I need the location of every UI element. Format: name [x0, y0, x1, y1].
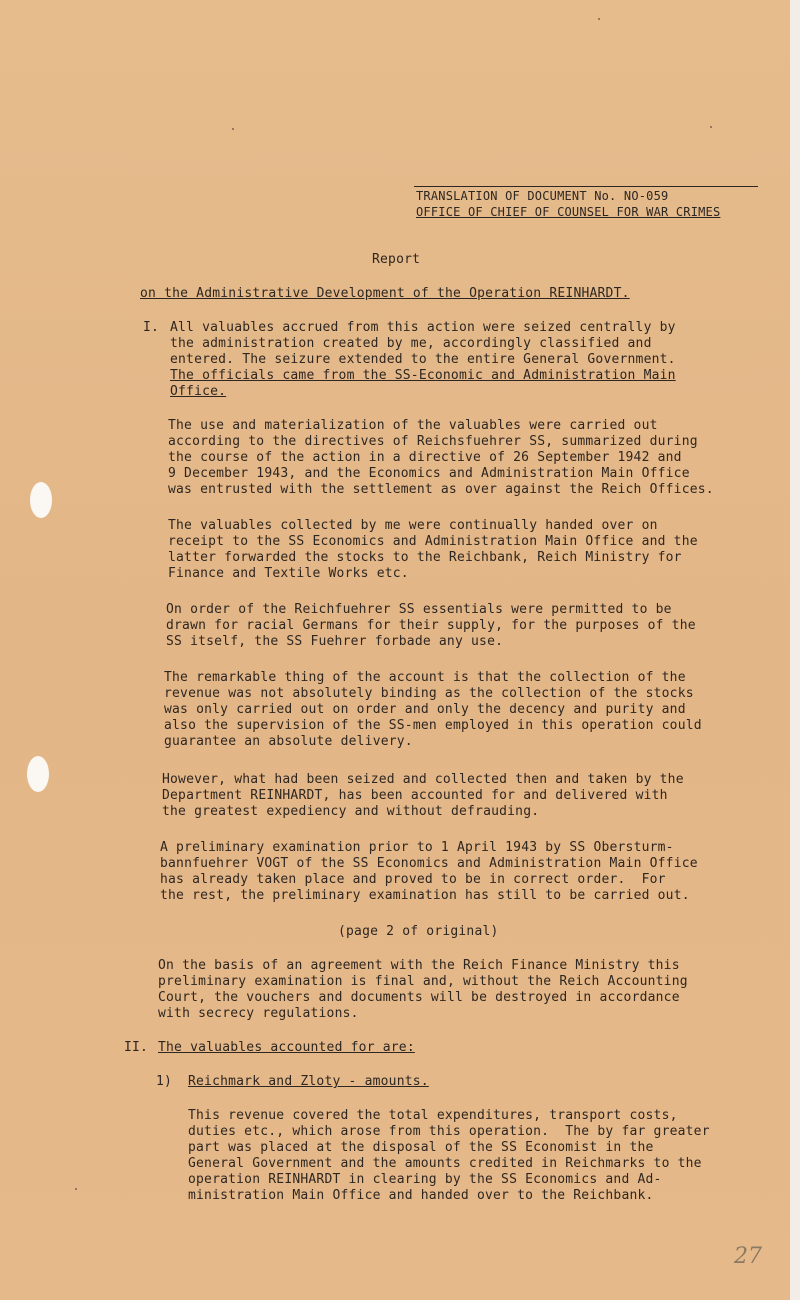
text-line: preliminary examination is final and, without the Reich Accounting: [158, 974, 688, 989]
text-line: On order of the Reichfuehrer SS essentials were permitted to be: [166, 602, 672, 617]
text-line: guarantee an absolute delivery.: [164, 734, 413, 749]
text-line: However, what had been seized and collected then and taken by the: [162, 772, 684, 787]
text-line: according to the directives of Reichsfuehrer SS, summarized during: [168, 434, 698, 449]
text-line: revenue was not absolutely binding as the collection of the stocks: [164, 686, 694, 701]
text-line: was only carried out on order and only the decency and purity and: [164, 702, 686, 717]
text-line: latter forwarded the stocks to the Reichbank, Reich Ministry for: [168, 550, 682, 565]
page-marker: (page 2 of original): [338, 924, 499, 939]
text-line: The valuables collected by me were continually handed over on: [168, 518, 658, 533]
text-line: was entrusted with the settlement as over against the Reich Offices.: [168, 482, 714, 497]
text-line: the greatest expediency and without defrauding.: [162, 804, 540, 819]
header-rule-top: [414, 186, 758, 187]
text-line: the rest, the preliminary examination has still to be carried out.: [160, 888, 690, 903]
text-line-underlined: The officials came from the SS-Economic and Administration Main: [170, 368, 676, 383]
section-1-numeral: I.: [143, 320, 160, 335]
text-line: The remarkable thing of the account is that the collection of the: [164, 670, 686, 685]
text-line: drawn for racial Germans for their supply, for the purposes of the: [166, 618, 696, 633]
text-line: General Government and the amounts credited in Reichmarks to the: [188, 1156, 702, 1171]
text-line: with secrecy regulations.: [158, 1006, 359, 1021]
text-line: This revenue covered the total expenditures, transport costs,: [188, 1108, 678, 1123]
text-line: A preliminary examination prior to 1 April 1943 by SS Obersturm-: [160, 840, 674, 855]
text-line: Court, the vouchers and documents will be destroyed in accordance: [158, 990, 680, 1005]
text-line: entered. The seizure extended to the entire General Government.: [170, 352, 676, 367]
text-line-underlined: Office.: [170, 384, 227, 399]
text-line: Finance and Textile Works etc.: [168, 566, 409, 581]
punch-hole-upper: [30, 482, 52, 518]
text-line: the administration created by me, accordingly classified and: [170, 336, 652, 351]
punch-hole-lower: [27, 756, 49, 792]
scan-speck: [232, 128, 234, 130]
text-line: operation REINHARDT in clearing by the SS Economics and Ad-: [188, 1172, 662, 1187]
scan-speck: [75, 1188, 77, 1190]
text-line: duties etc., which arose from this operation. The by far greater: [188, 1124, 710, 1139]
item-1-heading: Reichmark and Zloty - amounts.: [188, 1074, 429, 1089]
text-line: part was placed at the disposal of the SS Economist in the: [188, 1140, 654, 1155]
text-line: ministration Main Office and handed over to the Reichbank.: [188, 1188, 654, 1203]
document-title: Report: [372, 252, 421, 267]
text-line: On the basis of an agreement with the Reich Finance Ministry this: [158, 958, 680, 973]
scan-speck: [710, 126, 712, 128]
text-line: also the supervision of the SS-men employed in this operation could: [164, 718, 702, 733]
text-line: All valuables accrued from this action were seized centrally by: [170, 320, 676, 335]
section-2-numeral: II.: [124, 1040, 149, 1055]
item-1-number: 1): [156, 1074, 173, 1089]
text-line: bannfuehrer VOGT of the SS Economics and Administration Main Office: [160, 856, 698, 871]
text-line: the course of the action in a directive of 26 September 1942 and: [168, 450, 682, 465]
text-line: receipt to the SS Economics and Administration Main Office and the: [168, 534, 698, 549]
document-subtitle: on the Administrative Development of the Operation REINHARDT.: [140, 286, 630, 301]
section-2-heading: The valuables accounted for are:: [158, 1040, 415, 1055]
header-line-1: TRANSLATION OF DOCUMENT No. NO-059: [416, 189, 669, 203]
scan-speck: [598, 18, 600, 20]
text-line: SS itself, the SS Fuehrer forbade any use.: [166, 634, 504, 649]
text-line: 9 December 1943, and the Economics and Administration Main Office: [168, 466, 690, 481]
text-line: The use and materialization of the valuables were carried out: [168, 418, 658, 433]
header-line-2: OFFICE OF CHIEF OF COUNSEL FOR WAR CRIMES: [416, 205, 721, 219]
page-number: 27: [734, 1244, 762, 1269]
text-line: Department REINHARDT, has been accounted for and delivered with: [162, 788, 668, 803]
text-line: has already taken place and proved to be in correct order. For: [160, 872, 666, 887]
scan-edge: [790, 0, 800, 1300]
